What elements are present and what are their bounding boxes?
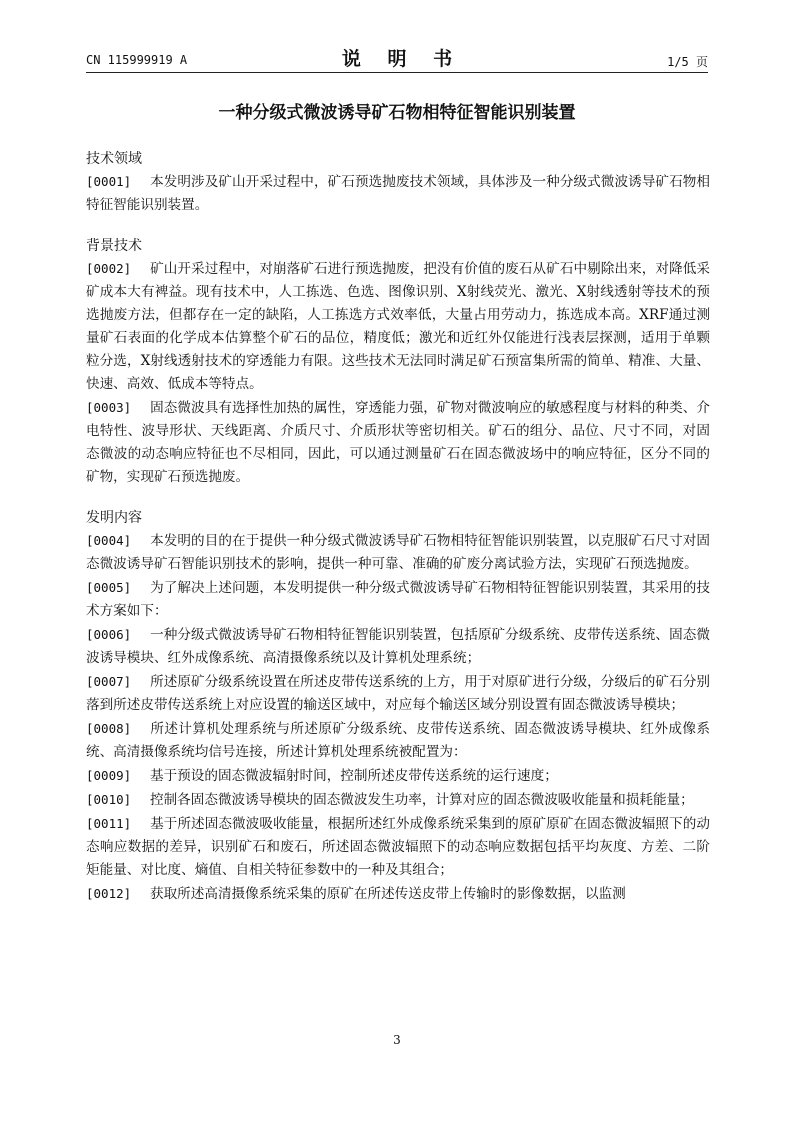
paragraph-number: [0001] bbox=[86, 174, 132, 189]
paragraph bbox=[86, 529, 710, 576]
paragraph bbox=[86, 257, 710, 396]
paragraph-text: 固态微波具有选择性加热的属性，穿透能力强，矿物对微波响应的敏感程度与材料的种类、介电特性、波导形状、天线距离、介质尺寸、介质形状等密切相关。矿石的组分、品位、尺寸不同，对固态微波的动态响应特征也不尽相同，因此，可以通过测量矿石在固态微波场中的响应特征，区分不同的矿物，实现矿石预选抛废。 bbox=[86, 400, 710, 485]
paragraph bbox=[86, 788, 710, 812]
section-heading: 发明内容 bbox=[86, 510, 142, 526]
page-number: 3 bbox=[393, 1033, 401, 1047]
paragraph-text: 本发明的目的在于提供一种分级式微波诱导矿石物相特征智能识别装置，以克服矿石尺寸对固态微波诱导矿石智能识别技术的影响，提供一种可靠、准确的矿废分离试验方法，实现矿石预选抛废。 bbox=[86, 533, 710, 572]
paragraph-text: 矿山开采过程中，对崩落矿石进行预选抛废，把没有价值的废石从矿石中剔除出来，对降低采矿成本大有裨益。现有技术中，人工拣选、色选、图像识别、X射线荧光、激光、X射线透射等技术的预选抛废方法，但都存在一定的缺陷，人工拣选方式效率低，大量占用劳动力，拣选成本高。XRF通过测量矿石表面的化学成本估算整个矿石的品位，精度低；激光和近红外仅能进行浅表层探测，适用于单颗粒分选，X射线透射技术的穿透能力有限。这些技术无法同时满足矿石预富集所需的简单、精准、大量、快速、高效、低成本等特点。 bbox=[86, 261, 710, 392]
document-title: 一种分级式微波诱导矿石物相特征智能识别装置 bbox=[218, 103, 576, 123]
section-heading: 背景技术 bbox=[86, 238, 142, 254]
paragraph bbox=[86, 812, 710, 882]
paragraph bbox=[86, 882, 710, 906]
paragraph-number: [0007] bbox=[86, 674, 132, 689]
paragraph-text: 获取所述高清摄像系统采集的原矿在所述传送皮带上传输时的影像数据，以监测 bbox=[150, 886, 626, 902]
paragraph-number: [0010] bbox=[86, 792, 132, 807]
paragraph-text: 基于所述固态微波吸收能量，根据所述红外成像系统采集到的原矿原矿在固态微波辐照下的动态响应数据的差异，识别矿石和废石，所述固态微波辐照下的动态响应数据包括平均灰度、方差、二阶矩能量、对比度、熵值、自相关特征参数中的一种及其组合； bbox=[86, 816, 710, 878]
paragraph-number: [0008] bbox=[86, 721, 132, 736]
paragraph bbox=[86, 396, 710, 489]
page-indicator: 1/5 页 bbox=[667, 55, 708, 69]
paragraph bbox=[86, 717, 710, 764]
paragraph-number: [0004] bbox=[86, 533, 132, 548]
paragraph bbox=[86, 764, 710, 788]
paragraph-text: 控制各固态微波诱导模块的固态微波发生功率，计算对应的固态微波吸收能量和损耗能量； bbox=[150, 792, 694, 808]
paragraph-text: 本发明涉及矿山开采过程中，矿石预选抛废技术领域，具体涉及一种分级式微波诱导矿石物相特征智能识别装置。 bbox=[86, 174, 710, 213]
section-title: 说 明 书 bbox=[341, 48, 463, 70]
paragraph-text: 所述计算机处理系统与所述原矿分级系统、皮带传送系统、固态微波诱导模块、红外成像系统、高清摄像系统均信号连接，所述计算机处理系统被配置为： bbox=[86, 721, 710, 760]
paragraph-number: [0011] bbox=[86, 816, 132, 831]
paragraph-number: [0002] bbox=[86, 261, 132, 276]
document-body bbox=[86, 148, 710, 906]
paragraph-text: 一种分级式微波诱导矿石物相特征智能识别装置，包括原矿分级系统、皮带传送系统、固态微波诱导模块、红外成像系统、高清摄像系统以及计算机处理系统； bbox=[86, 627, 710, 666]
section-heading: 技术领域 bbox=[86, 151, 142, 167]
paragraph bbox=[86, 170, 710, 217]
paragraph-text: 基于预设的固态微波辐射时间，控制所述皮带传送系统的运行速度； bbox=[150, 768, 558, 784]
header-divider bbox=[86, 72, 708, 73]
paragraph-number: [0005] bbox=[86, 580, 132, 595]
paragraph-text: 为了解决上述问题，本发明提供一种分级式微波诱导矿石物相特征智能识别装置，其采用的技术方案如下： bbox=[86, 580, 710, 619]
paragraph-number: [0012] bbox=[86, 886, 132, 901]
paragraph bbox=[86, 670, 710, 717]
paragraph bbox=[86, 623, 710, 670]
patent-number: CN 115999919 A bbox=[86, 53, 188, 67]
paragraph-text: 所述原矿分级系统设置在所述皮带传送系统的上方，用于对原矿进行分级，分级后的矿石分别落到所述皮带传送系统上对应设置的输送区域中，对应每个输送区域分别设置有固态微波诱导模块； bbox=[86, 674, 710, 713]
paragraph bbox=[86, 576, 710, 623]
paragraph-number: [0003] bbox=[86, 400, 132, 415]
paragraph-number: [0006] bbox=[86, 627, 132, 642]
paragraph-number: [0009] bbox=[86, 768, 132, 783]
